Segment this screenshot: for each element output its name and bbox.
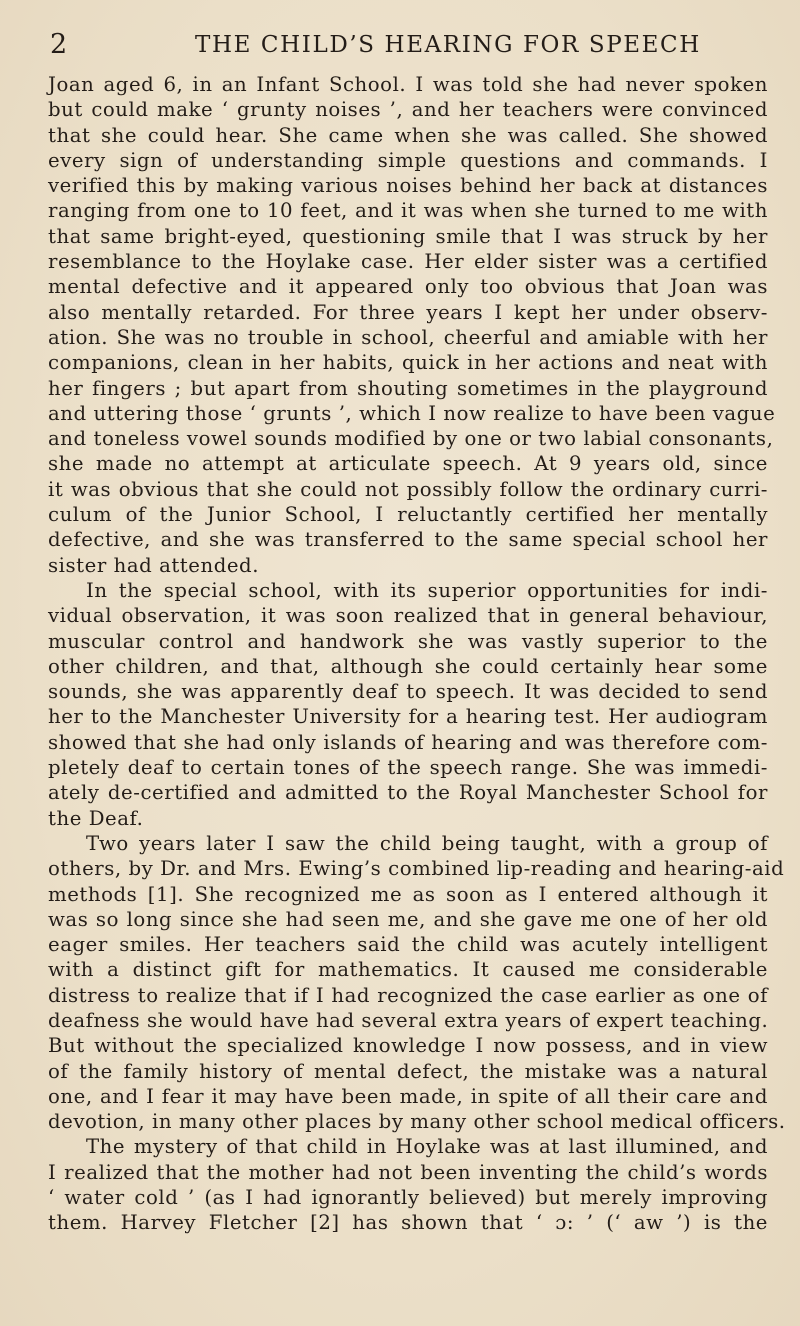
text-line: every sign of understanding simple questions and commands. I bbox=[48, 148, 768, 172]
text-line: she made no attempt at articulate speech. At 9 years old, since bbox=[48, 452, 768, 476]
paragraph bbox=[48, 578, 768, 831]
text-line: other children, and that, although she could certainly hear some bbox=[48, 654, 768, 678]
text-line: Two years later I saw the child being taught, with a group of bbox=[86, 831, 768, 855]
body-text bbox=[48, 72, 786, 1236]
text-line: that she could hear. She came when she was called. She showed bbox=[48, 123, 768, 147]
text-line: them. Harvey Fletcher [2] has shown that ‘ ɔ: ’ (‘ aw ’) is the bbox=[48, 1211, 768, 1235]
text-line: but could make ‘ grunty noises ’, and her teachers were convinced bbox=[48, 98, 768, 122]
paragraph bbox=[48, 1134, 768, 1235]
text-line: others, by Dr. and Mrs. Ewing’s combined lip-reading and hearing-aid bbox=[48, 857, 785, 881]
text-line: showed that she had only islands of hearing and was therefore com- bbox=[48, 730, 768, 754]
paragraph bbox=[48, 72, 776, 578]
text-line: methods [1]. She recognized me as soon as I entered although it bbox=[48, 882, 768, 906]
running-head bbox=[50, 28, 770, 62]
text-line: ately de-certified and admitted to the Royal Manchester School for bbox=[48, 781, 768, 805]
running-title: THE CHILD’S HEARING FOR SPEECH bbox=[195, 32, 701, 58]
text-line: culum of the Junior School, I reluctantly certified her mentally bbox=[48, 503, 768, 527]
text-line: her fingers ; but apart from shouting sometimes in the playground bbox=[48, 376, 768, 400]
paragraph bbox=[48, 831, 786, 1135]
text-line: The mystery of that child in Hoylake was at last illumined, and bbox=[86, 1135, 768, 1159]
text-line: distress to realize that if I had recognized the case earlier as one of bbox=[48, 983, 768, 1007]
text-line: sister had attended. bbox=[48, 553, 260, 577]
text-line: and toneless vowel sounds modified by one or two labial consonants, bbox=[48, 427, 774, 451]
text-line: deafness she would have had several extra years of expert teaching. bbox=[48, 1008, 769, 1032]
text-line: verified this by making various noises behind her back at distances bbox=[48, 174, 768, 198]
text-line: it was obvious that she could not possibly follow the ordinary curri- bbox=[48, 477, 768, 501]
text-line: her to the Manchester University for a hearing test. Her audiogram bbox=[48, 705, 768, 729]
text-line: Joan aged 6, in an Infant School. I was told she had never spoken bbox=[48, 73, 768, 96]
text-line: with a distinct gift for mathematics. It caused me considerable bbox=[48, 958, 768, 982]
text-line: ‘ water cold ’ (as I had ignorantly believed) but merely improving bbox=[48, 1186, 768, 1210]
text-line: devotion, in many other places by many other school medical officers. bbox=[48, 1110, 786, 1134]
text-line: muscular control and handwork she was vastly superior to the bbox=[48, 629, 768, 653]
text-line: In the special school, with its superior opportunities for indi- bbox=[86, 578, 768, 602]
text-line: But without the specialized knowledge I now possess, and in view bbox=[48, 1034, 768, 1058]
text-line: mental defective and it appeared only too obvious that Joan was bbox=[48, 275, 768, 299]
text-line: ation. She was no trouble in school, cheerful and amiable with her bbox=[48, 325, 768, 349]
page-number: 2 bbox=[50, 29, 68, 60]
text-line: resemblance to the Hoylake case. Her elder sister was a certified bbox=[48, 250, 768, 274]
text-line: one, and I fear it may have been made, in spite of all their care and bbox=[48, 1084, 768, 1108]
text-line: and uttering those ‘ grunts ’, which I now realize to have been vague bbox=[48, 401, 776, 425]
text-line: also mentally retarded. For three years I kept her under observ- bbox=[48, 300, 768, 324]
text-line: vidual observation, it was soon realized that in general behaviour, bbox=[48, 604, 768, 628]
text-line: eager smiles. Her teachers said the child was acutely intelligent bbox=[48, 933, 768, 957]
text-line: defective, and she was transferred to the same special school her bbox=[48, 528, 768, 552]
text-line: was so long since she had seen me, and she gave me one of her old bbox=[48, 907, 768, 931]
text-line: companions, clean in her habits, quick in her actions and neat with bbox=[48, 351, 768, 375]
text-line: of the family history of mental defect, the mistake was a natural bbox=[48, 1059, 768, 1083]
text-line: pletely deaf to certain tones of the speech range. She was immedi- bbox=[48, 756, 768, 780]
text-line: the Deaf. bbox=[48, 806, 144, 830]
text-line: sounds, she was apparently deaf to speech. It was decided to send bbox=[48, 680, 768, 704]
text-line: ranging from one to 10 feet, and it was when she turned to me with bbox=[48, 199, 768, 223]
text-line: I realized that the mother had not been inventing the child’s words bbox=[48, 1160, 768, 1184]
text-line: that same bright-eyed, questioning smile that I was struck by her bbox=[48, 224, 768, 248]
